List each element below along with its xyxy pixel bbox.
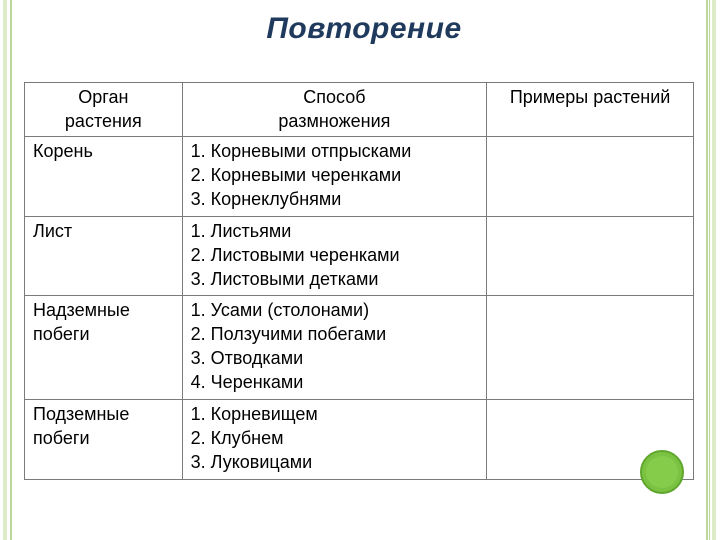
- table-header-row: [25, 83, 694, 137]
- method-line: 2. Корневыми черенками: [190, 165, 402, 185]
- organ-cell: [25, 217, 183, 296]
- propagation-table: [24, 82, 694, 480]
- examples-cell: [487, 137, 694, 217]
- slide-title: Повторение: [266, 12, 462, 45]
- table-row: [25, 296, 694, 400]
- examples-cell: [487, 217, 694, 296]
- method-line: 1. Корневыми отпрысками: [190, 141, 412, 161]
- method-line: 3. Корнеклубнями: [190, 189, 342, 209]
- method-line: 4. Черенками: [190, 372, 304, 392]
- header-method: [182, 83, 487, 137]
- organ-cell: [25, 137, 183, 217]
- header-examples-line: Примеры растений: [509, 87, 671, 107]
- method-line: 1. Листьями: [190, 221, 292, 241]
- organ-cell: [25, 296, 183, 400]
- organ-line: Подземные: [33, 404, 130, 424]
- method-line: 2. Ползучими побегами: [190, 324, 387, 344]
- header-method-line: Способ: [303, 87, 366, 107]
- method-line: 1. Корневищем: [190, 404, 318, 424]
- examples-cell: [487, 296, 694, 400]
- header-method-line: размножения: [278, 111, 391, 131]
- methods-cell: [182, 217, 487, 296]
- methods-cell: [182, 400, 487, 480]
- table-row: [25, 400, 694, 480]
- organ-line: Лист: [33, 221, 73, 241]
- organ-line: Корень: [33, 141, 93, 161]
- methods-cell: [182, 296, 487, 400]
- method-line: 2. Клубнем: [190, 428, 284, 448]
- method-line: 3. Отводками: [190, 348, 304, 368]
- organ-line: побеги: [33, 428, 90, 448]
- organ-line: побеги: [33, 324, 90, 344]
- method-line: 2. Листовыми черенками: [190, 245, 400, 265]
- method-line: 3. Луковицами: [190, 452, 313, 472]
- organ-cell: [25, 400, 183, 480]
- methods-cell: [182, 137, 487, 217]
- green-circle-decoration: [640, 450, 684, 494]
- table-row: [25, 217, 694, 296]
- method-line: 1. Усами (столонами): [190, 300, 370, 320]
- organ-line: Надземные: [33, 300, 130, 320]
- header-organ: [25, 83, 183, 137]
- header-organ-line: растения: [64, 111, 142, 131]
- table-row: [25, 137, 694, 217]
- left-frame-stripe: [0, 0, 12, 540]
- right-frame-stripe: [706, 0, 720, 540]
- method-line: 3. Листовыми детками: [190, 269, 379, 289]
- header-organ-line: Орган: [78, 87, 129, 107]
- header-examples: [487, 83, 694, 137]
